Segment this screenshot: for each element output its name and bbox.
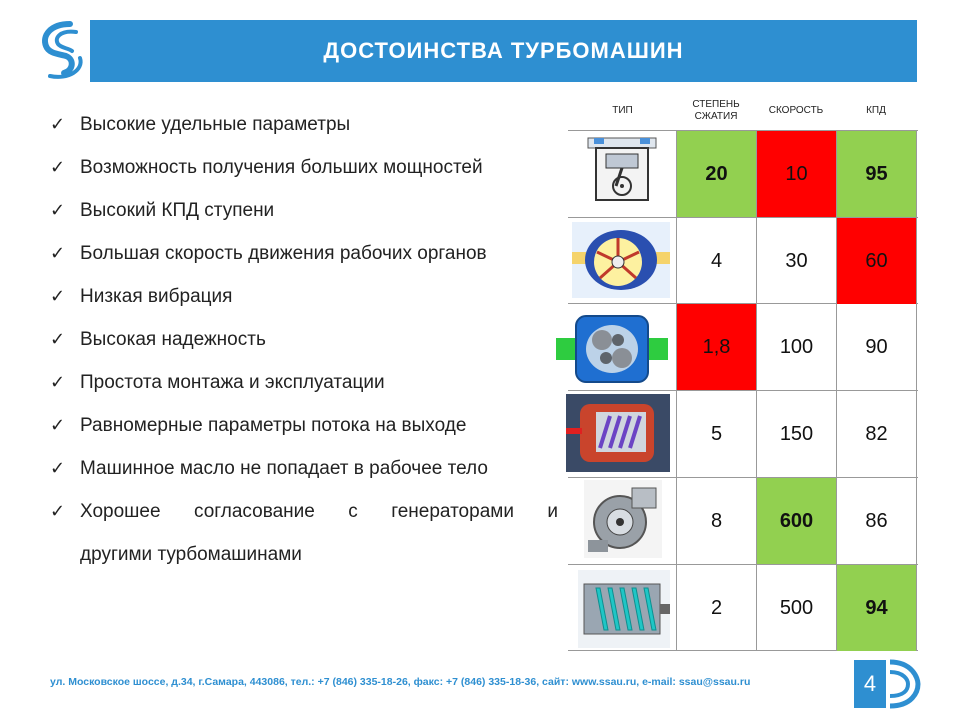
checkmark-icon: ✓: [50, 415, 66, 435]
list-item: ✓ Хорошее согласование с генераторами и другими турбомашинами: [50, 490, 558, 576]
rotary-vane-compressor-icon: [572, 222, 670, 298]
cell-efficiency: 95: [837, 131, 916, 217]
checkmark-icon: ✓: [50, 157, 66, 177]
list-item: ✓ Равномерные параметры потока на выходе: [50, 404, 558, 447]
checkmark-icon: ✓: [50, 114, 66, 134]
piston-compressor-icon: [586, 136, 658, 204]
checkmark-icon: ✓: [50, 458, 66, 478]
header-compression: СТЕПЕНЬ СЖАТИЯ: [692, 99, 740, 122]
cell-speed: 10: [757, 131, 836, 217]
axial-compressor-icon: [578, 570, 670, 648]
screw-compressor-icon: [566, 394, 670, 472]
list-item: ✓ Возможность получения больших мощностей: [50, 146, 558, 189]
cell-compression: 2: [710, 596, 723, 619]
list-item: ✓ Простота монтажа и эксплуатации: [50, 361, 558, 404]
list-item: ✓ Большая скорость движения рабочих органов: [50, 232, 558, 275]
footer-contacts: ул. Московское шоссе, д.34, г.Самара, 443086, тел.: +7 (846) 335-18-26, факс: +7 (846) 335-18-36, сайт: www.ssau.ru, e-mail: ssau@ssau.ru: [50, 676, 751, 688]
cell-speed: 500: [779, 596, 814, 619]
cell-efficiency: 94: [837, 565, 916, 651]
cell-compression: 20: [677, 131, 756, 217]
list-item: ✓ Машинное масло не попадает в рабочее тело: [50, 447, 558, 490]
list-item: ✓ Высокая надежность: [50, 318, 558, 361]
title-bar: [90, 20, 917, 82]
checkmark-icon: ✓: [50, 501, 66, 521]
cell-efficiency: 60: [837, 218, 916, 304]
cell-compression: 8: [710, 509, 723, 532]
cell-speed: 600: [757, 478, 836, 564]
list-item: ✓ Высокий КПД ступени: [50, 189, 558, 232]
advantages-list: [50, 103, 558, 576]
cell-efficiency: 86: [865, 509, 888, 532]
checkmark-icon: ✓: [50, 372, 66, 392]
cell-efficiency: 82: [865, 422, 888, 445]
checkmark-icon: ✓: [50, 286, 66, 306]
list-item: ✓ Высокие удельные параметры: [50, 103, 558, 146]
cell-efficiency: 90: [865, 335, 888, 358]
checkmark-icon: ✓: [50, 243, 66, 263]
ssau-footer-logo-icon: [886, 656, 922, 712]
page-number: 4: [854, 660, 886, 708]
cell-speed: 150: [779, 422, 814, 445]
cell-speed: 100: [779, 335, 814, 358]
list-item: ✓ Низкая вибрация: [50, 275, 558, 318]
cell-compression: 4: [710, 249, 723, 272]
cell-speed: 30: [785, 249, 808, 272]
page-title: ДОСТОИНСТВА ТУРБОМАШИН: [323, 38, 684, 63]
header-efficiency: КПД: [866, 105, 886, 116]
checkmark-icon: ✓: [50, 329, 66, 349]
roots-blower-icon: [556, 312, 668, 388]
cell-compression: 5: [710, 422, 723, 445]
cell-compression: 1,8: [677, 304, 756, 390]
header-type: ТИП: [612, 105, 633, 116]
checkmark-icon: ✓: [50, 200, 66, 220]
centrifugal-compressor-icon: [584, 480, 662, 558]
ssau-logo-icon: [36, 18, 90, 82]
header-speed: СКОРОСТЬ: [768, 105, 824, 116]
